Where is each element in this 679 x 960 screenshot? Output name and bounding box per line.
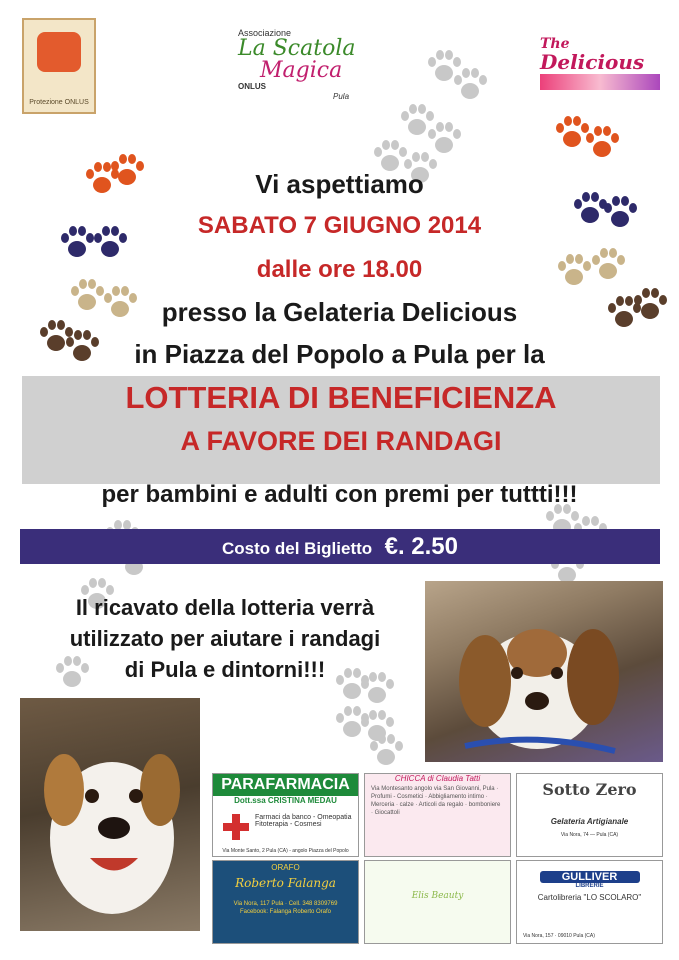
sponsor-gulliver	[516, 860, 663, 944]
scatola-magica-logo	[238, 28, 368, 104]
dog-illustration	[425, 581, 663, 762]
sponsor-text: Via Montesanto angolo via San Giovanni, Pula · Profumi - Cosmetici · Abbigliamento intimo · Merceria · calze · Articoli da regalo · bomboniere · Giocattoli	[371, 786, 501, 816]
sponsor-name: Elis Beauty	[411, 891, 464, 901]
logo-place-label: Pula	[333, 92, 350, 101]
delicious-logo-the: The	[540, 36, 570, 52]
pharmacy-cross-icon	[223, 814, 249, 840]
sponsor-text: Via Nora, 117 Pula · Cell. 348 8309769	[233, 901, 338, 907]
protezione-logo-label: Protezione ONLUS	[29, 99, 89, 106]
ticket-label: Costo del Biglietto	[221, 539, 373, 558]
delicious-logo-bar	[540, 74, 660, 90]
logo-onlus-label: ONLUS	[238, 82, 266, 91]
ticket-band	[20, 529, 660, 564]
sponsor-subtitle: Gelateria Artigianale	[550, 817, 629, 826]
lottery-title: LOTTERIA DI BENEFICIENZA	[125, 380, 557, 415]
sponsor-title: GULLIVER	[540, 871, 640, 883]
dog-photo	[20, 698, 200, 931]
paw-icon	[580, 122, 624, 162]
sponsor-orafo	[212, 860, 359, 944]
logo-assoc-label: Associazione	[238, 28, 292, 38]
proceeds-text	[30, 592, 420, 685]
sponsor-subtitle: LIBRERIE	[575, 883, 604, 889]
sponsor-text: Farmaci da banco - Omeopatia Fitoterapia - Cosmesi	[255, 814, 352, 828]
dog-photo	[425, 581, 663, 762]
protezione-logo	[22, 18, 96, 114]
sponsor-parafarmacia	[212, 773, 359, 857]
venue-line: presso la Gelateria Delicious	[161, 297, 518, 327]
proceeds-line: utilizzato per aiutare i randagi	[69, 626, 381, 651]
sponsor-address: Via Nora, 74 — Pula (CA)	[560, 832, 619, 838]
dog-illustration	[20, 698, 200, 931]
sponsor-title: Sotto Zero	[542, 780, 637, 799]
delicious-logo-name: Delicious	[540, 50, 645, 74]
heart-icon	[37, 32, 81, 72]
delicious-logo	[540, 36, 660, 98]
paw-icon	[448, 64, 492, 104]
event-date: SABATO 7 GIUGNO 2014	[197, 212, 482, 239]
ticket-price: €. 2.50	[384, 533, 459, 560]
sponsor-subtitle: Dott.ssa CRISTINA MEDAU	[234, 796, 337, 805]
lottery-band	[22, 376, 660, 484]
sponsor-title: ORAFO	[271, 863, 300, 872]
proceeds-line: di Pula e dintorni!!!	[124, 657, 326, 682]
sponsor-sottozero	[516, 773, 663, 857]
invite-line: Vi aspettiamo	[255, 169, 424, 199]
sponsor-title: CHICCA di Claudia Tatti	[394, 774, 481, 783]
logo-name-line1: La Scatola	[238, 36, 356, 61]
sponsor-address: Via Nora, 157 · 09010 Pula (CA)	[523, 933, 595, 939]
event-time: dalle ore 18.00	[256, 256, 423, 283]
sponsor-text: Facebook: Falanga Roberto Orafo	[239, 909, 332, 915]
proceeds-line: Il ricavato della lotteria verrà	[75, 595, 375, 620]
sponsor-text: Cartolibreria "LO SCOLARO"	[537, 893, 642, 902]
logo-name-line2: Magica	[260, 58, 343, 83]
sponsor-title: PARAFARMACIA	[213, 774, 358, 796]
paw-icon	[364, 730, 408, 770]
sponsor-name: Roberto Falanga	[235, 876, 336, 890]
sponsor-chicca	[364, 773, 511, 857]
lottery-subtitle: A FAVORE DEI RANDAGI	[180, 426, 502, 456]
sponsor-elis	[364, 860, 511, 944]
audience-line: per bambini e adulti con premi per tuttti!!!	[101, 481, 578, 508]
venue-address-line: in Piazza del Popolo a Pula per la	[134, 339, 545, 369]
sponsor-address: Via Monte Santo, 2 Pula (CA) - angolo Piazza del Popolo	[222, 848, 349, 854]
